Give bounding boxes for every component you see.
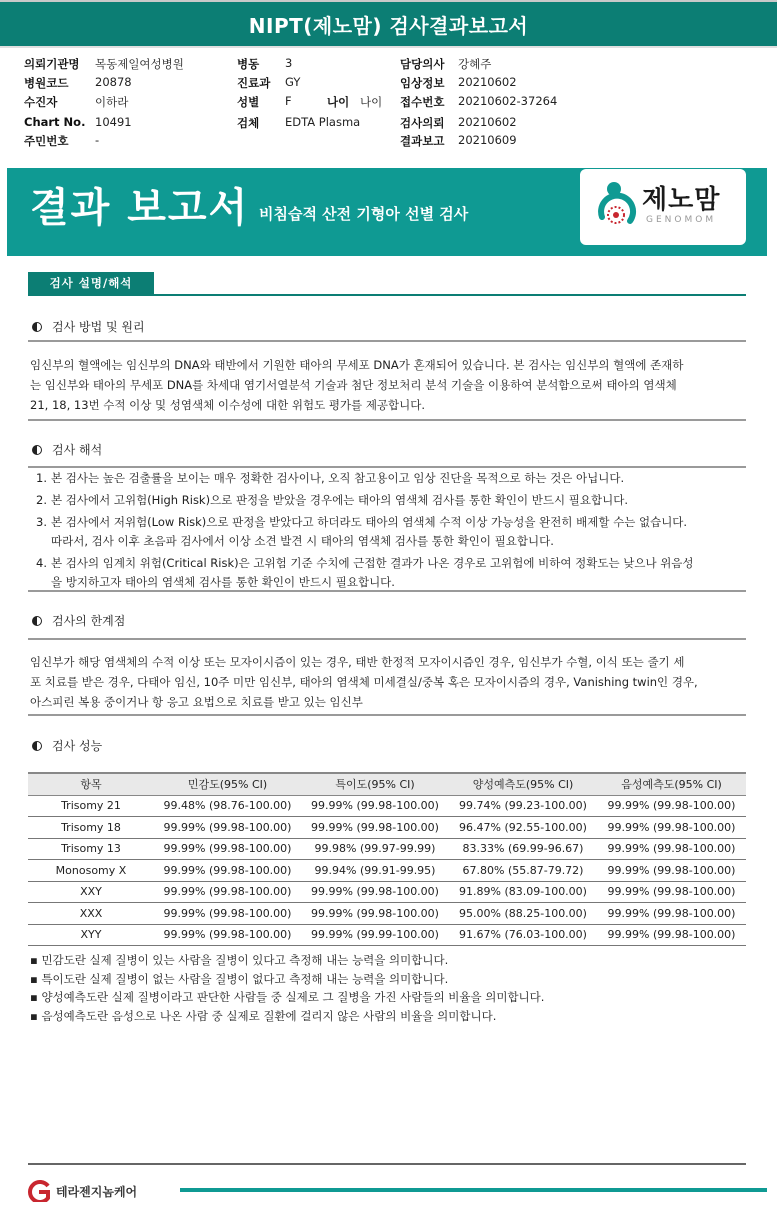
banner-subtitle: 비침습적 산전 기형아 선별 검사 (259, 205, 469, 223)
info-row (0, 115, 777, 134)
table-cell: 99.99% (99.98-100.00) (597, 817, 746, 839)
note-line: ▪ 특이도란 실제 질병이 없는 사람을 질병이 없다고 측정해 내는 능력을 의미합니다. (30, 971, 449, 986)
half-circle-bullet-icon (32, 445, 42, 455)
list-text: 본 검사에서 고위험(High Risk)으로 판정을 받았을 경우에는 태아의 염색체 검사를 통한 확인이 반드시 필요합니다. (51, 493, 628, 507)
table-cell: XXX (28, 903, 154, 925)
half-circle-bullet-icon (32, 741, 42, 751)
report-banner (7, 168, 767, 256)
rrn-label: 주민번호 (24, 134, 69, 148)
report-date-value: 20210609 (458, 133, 517, 147)
list-item (36, 491, 746, 510)
column-header: 민감도(95% CI) (154, 773, 301, 795)
list-text: 본 검사에서 저위험(Low Risk)으로 판정을 받았다고 하더라도 태아의 염색체 수적 이상 가능성을 완전히 배제할 수는 없습니다. (51, 515, 688, 529)
table-cell: 99.99% (99.98-100.00) (597, 838, 746, 860)
company-name: 테라젠지놈케어 (56, 1184, 138, 1199)
chart-no-label: Chart No. (24, 115, 86, 129)
clinical-info-label: 임상정보 (400, 76, 445, 90)
note-line: ▪ 음성예측도란 음성으로 나온 사람 중 실제로 질환에 걸리지 않은 사람의 비율을 의미합니다. (30, 1008, 497, 1023)
patient-info (0, 54, 777, 154)
logo-subtext: GENOMOM (646, 215, 717, 225)
table-cell: 99.74% (99.23-100.00) (449, 795, 597, 817)
limitations-heading-text: 검사의 한계점 (52, 614, 126, 628)
table-cell: 99.99% (99.99-100.00) (301, 924, 449, 946)
divider (28, 466, 746, 468)
theragen-logo-icon (24, 1180, 54, 1202)
list-number: 1. (36, 471, 47, 485)
table-cell: 99.99% (99.98-100.00) (154, 817, 301, 839)
performance-table (28, 772, 746, 946)
column-header: 특이도(95% CI) (301, 773, 449, 795)
divider (28, 590, 746, 592)
section-divider (28, 294, 746, 296)
table-row (28, 860, 746, 882)
dept-value: GY (285, 75, 301, 89)
method-heading (32, 318, 145, 335)
table-cell: 99.99% (99.98-100.00) (154, 838, 301, 860)
patient-label: 수진자 (24, 95, 58, 109)
divider (28, 340, 746, 342)
table-row (28, 881, 746, 903)
interpretation-heading (32, 441, 102, 458)
limitations-line: 임신부가 해당 염색체의 수적 이상 또는 모자이시즘이 있는 경우, 태반 한정적 모자이시즘인 경우, 임신부가 수혈, 이식 또는 줄기 세 (30, 655, 685, 669)
list-text: 본 검사의 임계치 위험(Critical Risk)은 고위험 기준 수치에 근접한 결과가 나온 경우로 고위험에 비하여 정확도는 낮으나 위음성 (51, 556, 694, 570)
company-logo (24, 1180, 137, 1202)
info-row (0, 94, 777, 113)
table-cell: 99.99% (99.98-100.00) (597, 881, 746, 903)
table-cell: Monosomy X (28, 860, 154, 882)
column-header: 항목 (28, 773, 154, 795)
table-cell: 99.98% (99.97-99.99) (301, 838, 449, 860)
ward-label: 병동 (237, 57, 260, 71)
note-line: ▪ 민감도란 실제 질병이 있는 사람을 질병이 있다고 측정해 내는 능력을 의미합니다. (30, 953, 449, 967)
ward-value: 3 (285, 56, 293, 70)
receipt-label: 접수번호 (400, 95, 445, 109)
table-cell: XYY (28, 924, 154, 946)
table-cell: Trisomy 21 (28, 795, 154, 817)
report-date-label: 결과보고 (400, 134, 445, 148)
table-row (28, 924, 746, 946)
table-cell: 99.99% (99.98-100.00) (301, 903, 449, 925)
receipt-value: 20210602-37264 (458, 94, 558, 108)
divider (28, 419, 746, 421)
table-cell: 99.99% (99.98-100.00) (301, 817, 449, 839)
table-cell: 99.99% (99.98-100.00) (597, 924, 746, 946)
report-title-bar (0, 0, 777, 48)
half-circle-bullet-icon (32, 616, 42, 626)
request-date-label: 검사의뢰 (400, 116, 445, 130)
table-cell: 99.99% (99.98-100.00) (597, 795, 746, 817)
table-row (28, 838, 746, 860)
info-row (0, 133, 777, 152)
table-cell: 96.47% (92.55-100.00) (449, 817, 597, 839)
hospital-code-value: 20878 (95, 75, 132, 89)
table-cell: 99.99% (99.98-100.00) (301, 795, 449, 817)
column-header: 음성예측도(95% CI) (597, 773, 746, 795)
method-line: 21, 18, 13번 수적 이상 및 성염색체 이수성에 대한 위험도 평가를 제공합니다. (30, 398, 426, 412)
sex-label: 성별 (237, 95, 260, 109)
table-cell: 99.48% (98.76-100.00) (154, 795, 301, 817)
age-label: 나이 (327, 95, 350, 109)
dept-label: 진료과 (237, 76, 271, 90)
table-cell: 99.99% (99.98-100.00) (154, 924, 301, 946)
half-circle-bullet-icon (32, 322, 42, 332)
table-cell: 67.80% (55.87-79.72) (449, 860, 597, 882)
table-cell: 99.99% (99.98-100.00) (154, 903, 301, 925)
table-cell: 95.00% (88.25-100.00) (449, 903, 597, 925)
institution-value: 목동제일여성병원 (95, 57, 184, 71)
table-cell: 99.99% (99.98-100.00) (597, 903, 746, 925)
method-heading-text: 검사 방법 및 원리 (52, 320, 145, 334)
table-cell: 91.89% (83.09-100.00) (449, 881, 597, 903)
genomom-logo (580, 169, 746, 245)
table-cell: 91.67% (76.03-100.00) (449, 924, 597, 946)
limitations-line: 아스피린 복용 중이거나 항 응고 요법으로 치료를 받고 있는 임신부 (30, 695, 363, 709)
performance-heading-text: 검사 성능 (52, 739, 103, 753)
performance-heading (32, 737, 102, 754)
method-paragraph (30, 355, 746, 415)
rrn-value: - (95, 133, 100, 147)
specimen-value: EDTA Plasma (285, 115, 361, 129)
list-text: 본 검사는 높은 검출률을 보이는 매우 정확한 검사이나, 오직 참고용이고 임상 진단을 목적으로 하는 것은 아닙니다. (51, 471, 625, 485)
column-header: 양성예측도(95% CI) (449, 773, 597, 795)
report-title: NIPT(제노맘) 검사결과보고서 (248, 13, 529, 38)
table-row (28, 817, 746, 839)
footer-accent-bar (180, 1188, 767, 1192)
performance-notes (30, 951, 746, 1025)
banner-title: 결과 보고서 (30, 185, 250, 231)
interpretation-heading-text: 검사 해석 (52, 443, 103, 457)
divider (28, 638, 746, 640)
clinical-info-value: 20210602 (458, 75, 517, 89)
method-line: 는 임신부와 태아의 무세포 DNA를 차세대 염기서열분석 기술과 첨단 정보처리 분석 기술을 이용하여 분석함으로써 태아의 염색체 (30, 378, 677, 392)
table-row (28, 903, 746, 925)
doctor-label: 담당의사 (400, 57, 445, 71)
age-value: 나이 (360, 95, 383, 109)
list-item (36, 513, 746, 551)
info-row (0, 56, 777, 75)
table-cell: 99.99% (99.98-100.00) (301, 881, 449, 903)
table-cell: Trisomy 13 (28, 838, 154, 860)
table-header-row (28, 773, 746, 795)
interpretation-list (36, 469, 746, 592)
list-number: 4. (36, 556, 47, 570)
limitations-heading (32, 612, 125, 629)
method-line: 임신부의 혈액에는 임신부의 DNA와 태반에서 기원한 태아의 무세포 DNA가 혼재되어 있습니다. 본 검사는 임신부의 혈액에 존재하 (30, 358, 684, 372)
table-row (28, 795, 746, 817)
limitations-paragraph (30, 652, 746, 712)
institution-label: 의뢰기관명 (24, 57, 80, 71)
table-cell: XXY (28, 881, 154, 903)
chart-no-value: 10491 (95, 115, 132, 129)
genomom-logo-mark-icon (592, 177, 644, 237)
table-cell: Trisomy 18 (28, 817, 154, 839)
request-date-value: 20210602 (458, 115, 517, 129)
list-number: 3. (36, 515, 47, 529)
list-item (36, 469, 746, 488)
limitations-line: 포 치료를 받은 경우, 다태아 임신, 10주 미만 임신부, 태아의 염색체 미세결실/중복 혹은 모자이시즘의 경우, Vanishing twin인 경우, (30, 675, 698, 689)
footer-divider (28, 1163, 746, 1165)
list-text: 따라서, 검사 이후 초음파 검사에서 이상 소견 발견 시 태아의 염색체 검사를 통한 확인이 필요합니다. (51, 534, 554, 548)
logo-text: 제노맘 (642, 185, 721, 215)
list-item (36, 554, 746, 592)
patient-value: 이하라 (95, 95, 129, 109)
table-cell: 99.99% (99.98-100.00) (154, 881, 301, 903)
divider (28, 714, 746, 716)
table-cell: 83.33% (69.99-96.67) (449, 838, 597, 860)
sex-value: F (285, 94, 292, 108)
table-cell: 99.99% (99.98-100.00) (597, 860, 746, 882)
list-text: 을 방지하고자 태아의 염색체 검사를 통한 확인이 반드시 필요합니다. (51, 575, 395, 589)
info-row (0, 75, 777, 94)
hospital-code-label: 병원코드 (24, 76, 69, 90)
doctor-value: 강혜주 (458, 57, 492, 71)
table-cell: 99.94% (99.91-99.95) (301, 860, 449, 882)
specimen-label: 검체 (237, 116, 260, 130)
list-number: 2. (36, 493, 47, 507)
note-line: ▪ 양성예측도란 실제 질병이라고 판단한 사람들 중 실제로 그 질병을 가진 사람들의 비율을 의미합니다. (30, 990, 545, 1004)
section-tab: 검사 설명/해석 (28, 272, 154, 294)
table-cell: 99.99% (99.98-100.00) (154, 860, 301, 882)
